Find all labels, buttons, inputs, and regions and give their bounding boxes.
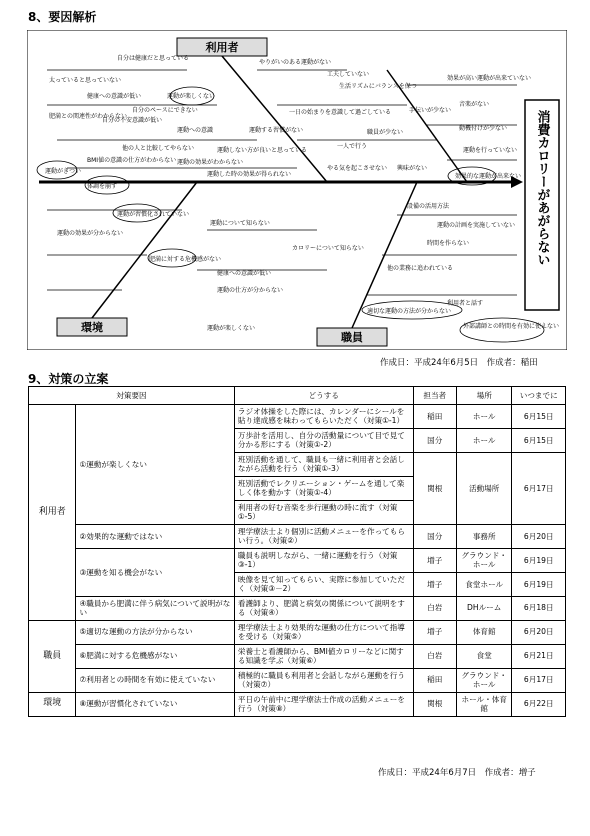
note: 肥満に対する危機感がない <box>149 256 222 263</box>
credit-9: 作成日：平成24年6月7日 作成者：増子 <box>378 768 536 778</box>
who-cell: 関根 <box>413 692 456 716</box>
note: 自分の不安意識が低い <box>102 117 163 124</box>
note: 肥満との関連性がわからない <box>49 113 128 120</box>
note: 興味がない <box>397 165 428 172</box>
note: 生活リズムにバランスを保つ <box>339 83 417 90</box>
factor-cell: ⑤適切な運動の方法が分からない <box>76 620 234 644</box>
note: 適切な運動の方法が分からない <box>367 308 452 315</box>
table-row <box>29 548 566 572</box>
action-cell: 栄養士と看護師から、BMI値カロリーなどに関する知識を学ぶ（対策⑥） <box>234 644 413 668</box>
who-cell: 稲田 <box>413 668 456 692</box>
note: 運動が習慣化されていない <box>117 211 190 218</box>
action-cell: 看護師より、肥満と病気の関係について説明をする（対策④） <box>234 596 413 620</box>
fishbone-diagram <box>27 30 567 350</box>
place-cell: DHルーム <box>456 596 512 620</box>
note: 利用者と話す <box>447 300 484 307</box>
place-cell: グラウンド・ホール <box>456 548 512 572</box>
note: 運動への意識 <box>177 127 214 134</box>
due-cell: 6月19日 <box>512 572 566 596</box>
action-cell: 班別活動でレクリエーション・ゲームを通して楽しく体を動かす（対策①-4） <box>234 476 413 500</box>
bone-environment-label: 環境 <box>81 321 103 334</box>
table-row <box>29 405 566 429</box>
action-cell: 平日の午前中に理学療法士作成の活動メニューを行う（対策⑧） <box>234 692 413 716</box>
due-cell: 6月20日 <box>512 524 566 548</box>
note: 手伝いが少ない <box>409 107 452 114</box>
note: 他の業務に追われている <box>387 265 454 272</box>
header-cell: 対策要因 <box>29 387 235 405</box>
who-cell: 増子 <box>413 620 456 644</box>
action-cell: 映像を見て知ってもらい、実際に参加していただく（対策③－2） <box>234 572 413 596</box>
factor-cell: ⑥肥満に対する危機感がない <box>76 644 234 668</box>
place-cell: グラウンド・ホール <box>456 668 512 692</box>
note: 運動した時の効果が得られない <box>207 171 292 178</box>
action-cell: 積極的に職員も利用者と会話しながら運動を行う（対策⑦） <box>234 668 413 692</box>
note: 効果が高い運動が出来ていない <box>447 75 532 82</box>
group-cell: 利用者 <box>29 405 76 621</box>
place-cell: ホール <box>456 428 512 452</box>
who-cell: 増子 <box>413 572 456 596</box>
note: 体調を崩す <box>87 183 118 190</box>
bone-staff-label: 職員 <box>341 331 363 344</box>
who-cell: 関根 <box>413 452 456 524</box>
note: 一人で行う <box>337 143 368 150</box>
note: 動機付けが少ない <box>459 125 508 132</box>
action-cell: 班別活動を通して、職員も一緒に利用者と会話しながら活動を行う（対策①-3） <box>234 452 413 476</box>
due-cell: 6月17日 <box>512 452 566 524</box>
note: BMI値の意識の仕方がわからない <box>87 157 177 164</box>
place-cell: ホール <box>456 405 512 429</box>
note: 運動の効果がわからない <box>177 159 244 166</box>
action-cell: 利用者の好む音楽を歩行運動の時に流す（対策①-5） <box>234 500 413 524</box>
who-cell: 国分 <box>413 428 456 452</box>
note: 運動しない方が良いと思っている <box>217 147 308 154</box>
place-cell: 活動場所 <box>456 452 512 524</box>
note: 自分は健康だと思っている <box>117 55 190 62</box>
action-cell: 職員も説明しながら、一緒に運動を行う（対策③-1） <box>234 548 413 572</box>
header-cell: 担当者 <box>413 387 456 405</box>
note: 運動する習慣がない <box>249 127 304 134</box>
due-cell: 6月18日 <box>512 596 566 620</box>
who-cell: 国分 <box>413 524 456 548</box>
action-cell: 理学療法士より個別に活動メニューを作ってもらい行う。（対策②） <box>234 524 413 548</box>
table-row <box>29 620 566 644</box>
table-row <box>29 596 566 620</box>
section-9-title: 9、対策の立案 <box>28 372 109 386</box>
note: 設備の活用方法 <box>407 203 450 210</box>
note: 太っていると思っていない <box>49 77 122 84</box>
note: 効果的な運動が出来ない <box>455 173 522 180</box>
note: 運動の仕方が分からない <box>217 287 284 294</box>
note: 運動を行っていない <box>463 147 518 154</box>
note: 運動がきつい <box>45 168 82 175</box>
table-row <box>29 644 566 668</box>
due-cell: 6月22日 <box>512 692 566 716</box>
note: 他の人と比較してやらない <box>122 145 195 152</box>
group-cell: 職員 <box>29 620 76 692</box>
header-cell: いつまでに <box>512 387 566 405</box>
factor-cell: ⑧運動が習慣化されていない <box>76 692 234 716</box>
note: 時間を作らない <box>427 240 470 247</box>
due-cell: 6月17日 <box>512 668 566 692</box>
action-cell: ラジオ体操をした際には、カレンダーにシールを貼り達成感を味わってもらいただく（対策①-1） <box>234 405 413 429</box>
table-row <box>29 692 566 716</box>
action-cell: 万歩計を活用し、自分の活動量について目で見て分かる形にする（対策①-2） <box>234 428 413 452</box>
factor-cell: ⑦利用者との時間を有効に使えていない <box>76 668 234 692</box>
who-cell: 稲田 <box>413 405 456 429</box>
note: 外部講師との時間を有効に使えない <box>463 323 560 330</box>
place-cell: 体育館 <box>456 620 512 644</box>
due-cell: 6月19日 <box>512 548 566 572</box>
action-cell: 理学療法士より効果的な運動の仕方について指導を受ける（対策⑤） <box>234 620 413 644</box>
table-header-row <box>29 387 566 405</box>
who-cell: 増子 <box>413 548 456 572</box>
note: 工夫していない <box>327 71 370 78</box>
note: カロリーについて知らない <box>292 245 364 252</box>
table-row <box>29 524 566 548</box>
who-cell: 白岩 <box>413 596 456 620</box>
note: 健康への意識が低い <box>217 270 272 277</box>
place-cell: 食堂ホール <box>456 572 512 596</box>
note: 運動について知らない <box>210 220 270 227</box>
note: 一日の始まりを意識して過ごしている <box>289 109 392 116</box>
table-row <box>29 668 566 692</box>
note: やりがいのある運動がない <box>259 59 332 66</box>
effect-label: 消費カロリーがあがらない <box>534 110 550 266</box>
factor-cell: ④職員から肥満に伴う病気について説明がない <box>76 596 234 620</box>
note: 自分のペースにできない <box>132 107 198 114</box>
note: 健康への意識が低い <box>87 93 142 100</box>
note: 運動の効果が分からない <box>57 230 124 237</box>
note: やる気を起こさせない <box>327 165 388 172</box>
bone-user-label: 利用者 <box>205 41 239 54</box>
due-cell: 6月20日 <box>512 620 566 644</box>
header-cell: どうする <box>234 387 413 405</box>
note: 職員が少ない <box>367 129 404 136</box>
section-8-title: 8、要因解析 <box>28 10 97 24</box>
header-cell: 場所 <box>456 387 512 405</box>
due-cell: 6月21日 <box>512 644 566 668</box>
group-cell: 環境 <box>29 692 76 716</box>
factor-cell: ③運動を知る機会がない <box>76 548 234 596</box>
place-cell: 食堂 <box>456 644 512 668</box>
factor-cell: ②効果的な運動ではない <box>76 524 234 548</box>
who-cell: 白岩 <box>413 644 456 668</box>
note: 運動の計画を実施していない <box>437 222 516 229</box>
factor-cell: ①運動が楽しくない <box>76 405 234 525</box>
place-cell: ホール・体育館 <box>456 692 512 716</box>
note: 運動が楽しくない <box>167 93 216 100</box>
note: 音楽がない <box>459 101 490 108</box>
credit-8: 作成日：平成24年6月5日 作成者：稲田 <box>380 358 538 368</box>
note: 運動が楽しくない <box>207 325 256 332</box>
due-cell: 6月15日 <box>512 405 566 429</box>
place-cell: 事務所 <box>456 524 512 548</box>
due-cell: 6月15日 <box>512 428 566 452</box>
countermeasure-table <box>28 386 566 717</box>
